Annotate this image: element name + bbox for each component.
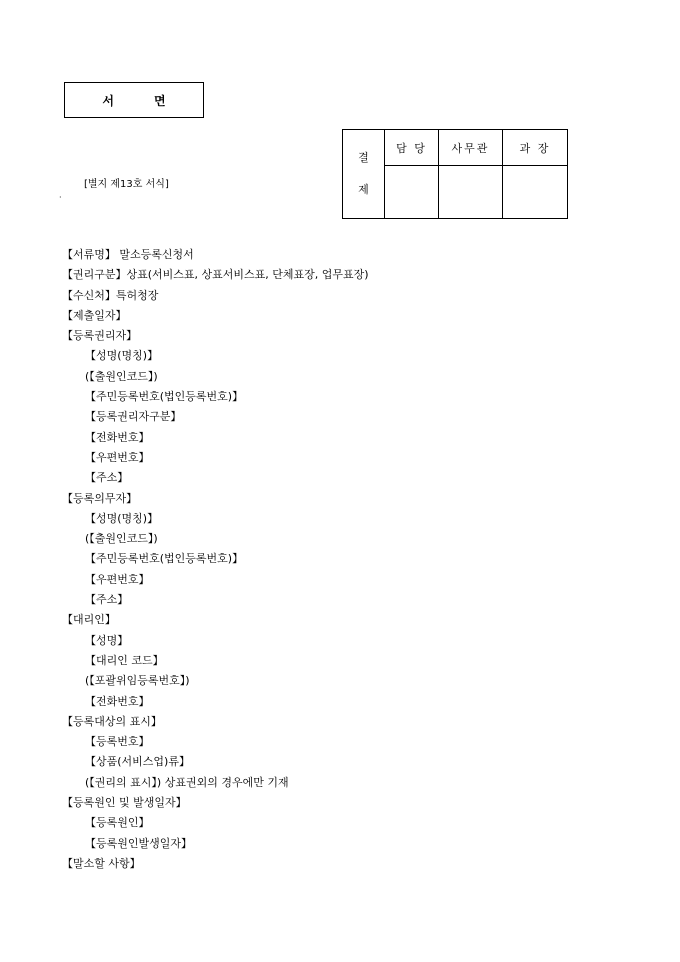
field-recipient: 【수신처】특허청장 [62, 288, 159, 302]
field-agent-code: 【대리인 코드】 [85, 653, 164, 667]
field-obligor-postal-code: 【우편번호】 [85, 572, 150, 586]
field-obligor-name: 【성명(명칭)】 [85, 511, 159, 525]
field-cause-date: 【등록원인발생일자】 [85, 836, 193, 850]
field-registration-cause: 【등록원인】 [85, 816, 150, 830]
approval-sign-officer[interactable] [439, 166, 503, 219]
field-registered-holder: 【등록권리자】 [62, 329, 138, 343]
field-right-indication: (【권리의 표시】) 상표권외의 경우에만 기재 [85, 775, 289, 789]
field-agent: 【대리인】 [62, 613, 116, 627]
field-registration-target: 【등록대상의 표시】 [62, 714, 162, 728]
approval-sign-chief[interactable] [503, 166, 568, 219]
margin-dot: · [59, 193, 62, 202]
field-registration-number: 【등록번호】 [85, 735, 150, 749]
field-items-to-cancel: 【말소할 사항】 [62, 856, 141, 870]
field-registered-obligor: 【등록의무자】 [62, 491, 138, 505]
field-holder-applicant-code: (【출원인코드】) [85, 369, 158, 383]
field-holder-address: 【주소】 [85, 471, 129, 485]
approval-header-chief: 과 장 [503, 130, 568, 166]
approval-table [342, 129, 568, 219]
field-holder-postal-code: 【우편번호】 [85, 450, 150, 464]
title-char-2: 면 [154, 93, 166, 108]
field-agent-phone: 【전화번호】 [85, 694, 150, 708]
field-holder-type: 【등록권리자구분】 [85, 410, 182, 424]
field-holder-phone: 【전화번호】 [85, 430, 150, 444]
approval-side-top: 결 [358, 151, 369, 164]
field-holder-resident-number: 【주민등록번호(법인등록번호)】 [85, 390, 244, 404]
field-cause-and-date: 【등록원인 및 발생일자】 [62, 796, 187, 810]
document-title-box [64, 82, 204, 118]
approval-side-bottom: 제 [358, 183, 369, 196]
approval-header-officer: 사무관 [439, 130, 503, 166]
field-goods-class: 【상품(서비스업)류】 [85, 755, 190, 769]
field-obligor-resident-number: 【주민등록번호(법인등록번호)】 [85, 552, 244, 566]
approval-header-clerk: 담 당 [385, 130, 439, 166]
field-right-type: 【권리구분】상표(서비스표, 상표서비스표, 단체표장, 업무표장) [62, 268, 369, 282]
field-agent-delegation-number: (【포괄위임등록번호】) [85, 674, 190, 688]
field-obligor-address: 【주소】 [85, 593, 129, 607]
approval-sign-clerk[interactable] [385, 166, 439, 219]
field-holder-name: 【성명(명칭)】 [85, 349, 159, 363]
form-number: [별지 제13호 서식] [84, 179, 169, 190]
form-field-list [62, 245, 369, 874]
field-agent-name: 【성명】 [85, 633, 129, 647]
field-document-name: 【서류명】 말소등록신청서 [62, 248, 194, 261]
title-char-1: 서 [102, 93, 114, 108]
field-submission-date: 【제출일자】 [62, 308, 127, 322]
field-obligor-applicant-code: (【출원인코드】) [85, 532, 158, 546]
approval-side-label [343, 130, 385, 219]
